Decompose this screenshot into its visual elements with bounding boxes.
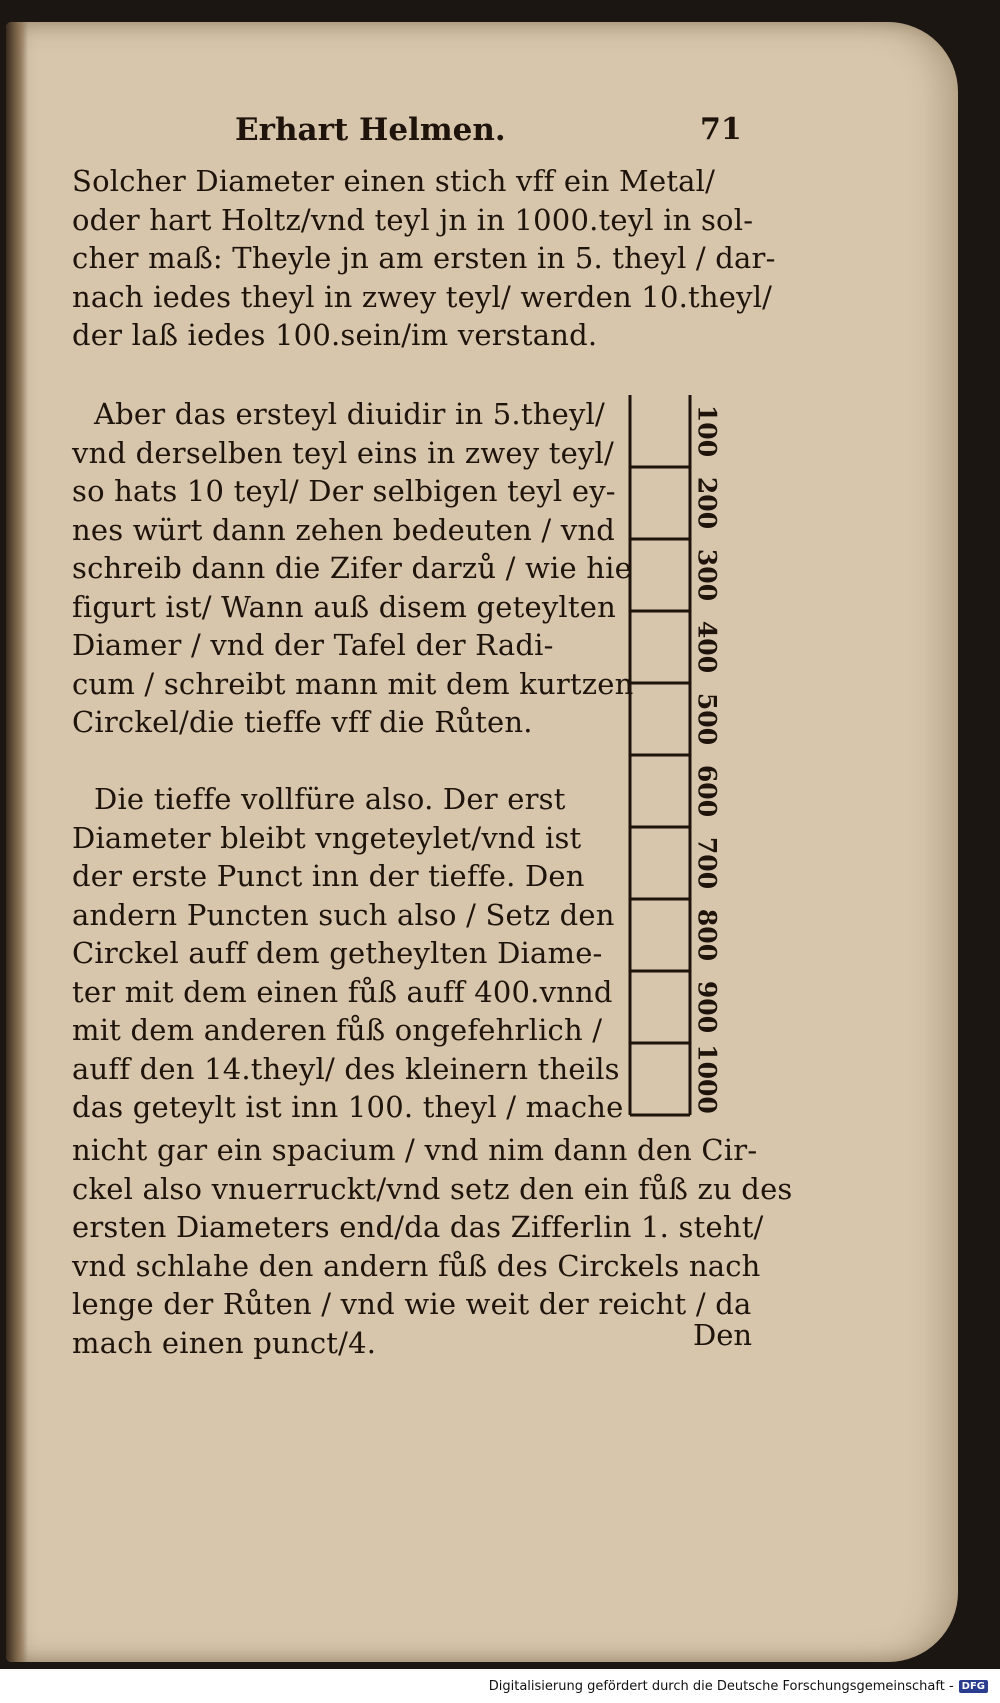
scale-label: 900	[692, 980, 722, 1034]
text-line: cher maß: Theyle jn am ersten in 5. theyl / dar-	[72, 241, 776, 275]
scale-label: 300	[692, 548, 722, 602]
text-line: figurt ist/ Wann auß disem geteylten	[72, 589, 616, 624]
page-number: 71	[700, 112, 742, 147]
scale-labels	[693, 405, 722, 1114]
text-line: nes würt dann zehen bedeuten / vnd	[72, 512, 616, 547]
funding-notice: Digitalisierung gefördert durch die Deutsche Forschungsgemeinschaft -	[488, 1678, 954, 1694]
text-line: Solcher Diameter einen stich vff ein Metal/	[72, 164, 716, 198]
paragraph-3	[72, 780, 624, 1127]
text-line: Aber das ersteyl diuidir in 5.theyl/	[94, 397, 605, 431]
text-line: nach iedes theyl in zwey teyl/ werden 10.theyl/	[72, 279, 773, 314]
text-line: oder hart Holtz/vnd teyl jn in 1000.teyl in sol-	[72, 202, 754, 237]
text-line: ersten Diameters end/da das Zifferlin 1. steht/	[72, 1210, 764, 1244]
text-line: Circkel/die tieffe vff die Růten.	[72, 705, 533, 739]
scale-label: 700	[692, 836, 722, 890]
text-line: auff den 14.theyl/ des kleinern theils	[72, 1051, 620, 1086]
text-line: nicht gar ein spacium / vnd nim dann den Cir-	[72, 1133, 758, 1167]
text-line: lenge der Růten / vnd wie weit der reicht / da	[72, 1287, 752, 1321]
text-line: der laß iedes 100.sein/im verstand.	[72, 318, 598, 352]
text-line: Diamer / vnd der Tafel der Radi-	[72, 628, 554, 662]
text-line: mit dem anderen fůß ongefehrlich /	[72, 1013, 603, 1047]
scale-divisions	[630, 467, 690, 1115]
scale-label: 1000	[692, 1044, 722, 1114]
paragraph-1	[72, 162, 776, 355]
text-line: Circkel auff dem getheylten Diame-	[72, 936, 603, 970]
scale-label: 500	[692, 692, 722, 746]
catchword: Den	[693, 1318, 753, 1352]
scale-label: 200	[692, 476, 722, 530]
dfg-logo: DFG	[959, 1680, 988, 1693]
scale-label: 800	[692, 908, 722, 962]
book-spine	[6, 22, 28, 1662]
text-line: Diameter bleibt vngeteylet/vnd ist	[72, 820, 582, 855]
text-line: mach einen punct/4.	[72, 1325, 377, 1360]
text-line: vnd derselben teyl eins in zwey teyl/	[72, 435, 614, 470]
text-line: schreib dann die Zifer darzů / wie hie	[72, 551, 633, 585]
paragraph-3-continued	[72, 1131, 793, 1362]
text-line: ter mit dem einen fůß auff 400.vnnd	[72, 974, 613, 1009]
text-line: andern Puncten such also / Setz den	[72, 897, 615, 932]
scale-label: 600	[692, 764, 722, 818]
text-line: Die tieffe vollfüre also. Der erst	[94, 782, 566, 816]
scale-label: 400	[692, 620, 722, 674]
text-line: ckel also vnuerruckt/vnd setz den ein fůß zu des	[72, 1171, 793, 1206]
text-line: das geteylt ist inn 100. theyl / mache	[72, 1090, 624, 1124]
paragraph-2	[72, 395, 634, 742]
text-line: cum / schreibt mann mit dem kurtzen	[72, 666, 634, 701]
scale-label: 100	[692, 404, 722, 458]
divided-diameter-scale	[610, 395, 725, 1135]
text-line: der erste Punct inn der tieffe. Den	[72, 859, 585, 893]
text-line: so hats 10 teyl/ Der selbigen teyl ey-	[72, 474, 616, 508]
text-line: vnd schlahe den andern fůß des Circkels nach	[72, 1248, 761, 1283]
digitization-footer	[0, 1669, 1000, 1703]
running-header: Erhart Helmen.	[235, 112, 506, 148]
